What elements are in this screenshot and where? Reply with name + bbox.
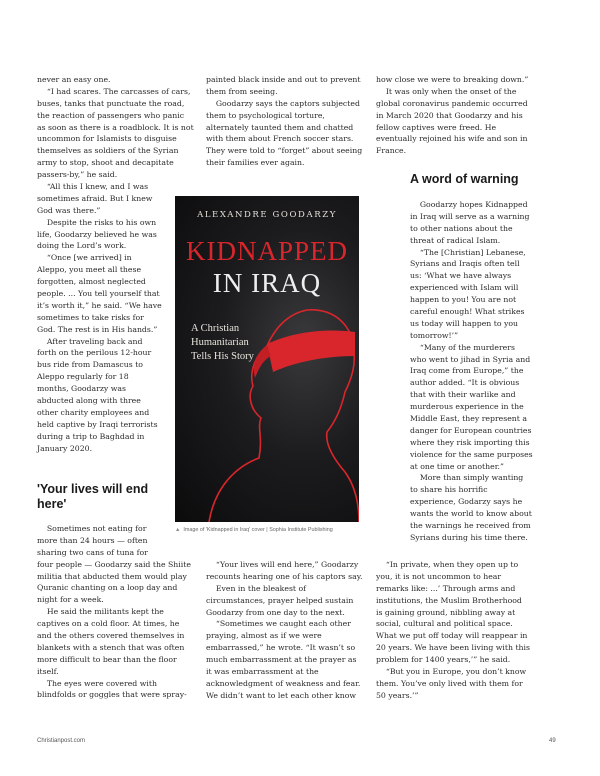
text-line: passers-by,” he said.	[37, 170, 118, 180]
caption-text: Image of 'Kidnapped in Iraq' cover | Sophia Institute Publishing	[183, 527, 333, 533]
text-line: God. The rest is in His hands.”	[37, 324, 158, 334]
text-line: 'Your lives will end	[37, 482, 149, 496]
text-line: acknowledgment of weakness and fear.	[206, 678, 361, 688]
text-line: wants the world to know about	[410, 509, 532, 519]
text-line: to other nations about the	[410, 223, 513, 233]
text-line: tomorrow!’”	[410, 330, 459, 340]
column3-bottom-text	[376, 559, 530, 702]
text-line: danger for European countries	[410, 425, 532, 435]
text-line: Goodarzy says the captors subjected	[206, 98, 360, 108]
text-line: institutions, the Muslim Brotherhood	[376, 595, 522, 605]
text-line: Middle East, they represent a	[410, 414, 527, 424]
text-line: “Many of the murderers	[410, 342, 515, 352]
text-line: violence for the same purposes	[410, 449, 533, 459]
text-line: forth on the perilous 12-hour	[37, 348, 152, 358]
text-line: happen to you! You are not	[410, 295, 517, 305]
text-line: blankets with a stench that was often	[37, 642, 185, 652]
text-line: more difficult to bear than the floor	[37, 654, 177, 664]
cover-subtitle-line: Tells His Story	[191, 351, 254, 362]
text-line: 20 years. We have been living with this	[376, 643, 531, 653]
text-line: life, Goodarzy believed he was	[37, 229, 157, 239]
heading-your-lives-will-end-here	[37, 482, 148, 512]
text-line: threat of radical Islam.	[410, 235, 501, 245]
text-line: alternately taunted them and chatted	[206, 122, 354, 132]
text-line: circumstances, prayer helped sustain	[206, 595, 354, 605]
text-line: sometimes to take risks for	[37, 312, 144, 322]
text-line: much embarrassment at the prayer as	[206, 655, 357, 665]
text-line: Quranic chanting on a loop day and	[37, 583, 178, 593]
text-line: how close we were to breaking down.”	[376, 75, 529, 84]
text-line: the warnings he received from	[410, 521, 531, 531]
text-line: Iraq come from Europe,” the	[410, 366, 524, 376]
text-line: “Once [we arrived] in	[37, 253, 132, 263]
text-line: it’s worth it,” he said. “We have	[37, 300, 162, 310]
text-line: “I had scares. The carcasses of cars,	[37, 86, 191, 96]
text-line: their families ever again.	[206, 158, 305, 168]
text-line: “Sometimes we caught each other	[206, 619, 351, 629]
text-line: Despite the risks to his own	[37, 217, 157, 227]
text-line: careful enough! What strikes	[410, 307, 525, 317]
column1-bottom-text	[37, 523, 191, 701]
cover-title-line2: IN IRAQ	[212, 268, 322, 298]
text-line: uncommon for Islamists to disguise	[37, 134, 177, 144]
text-line: army to stop, shoot and decapitate	[37, 158, 174, 168]
text-line: Syrians and Iraqis often tell	[410, 259, 520, 269]
heading-a-word-of-warning: A word of warning	[410, 172, 519, 186]
text-line: you, it is not uncommon to hear	[376, 571, 502, 581]
text-line: Goodarzy hopes Kidnapped	[410, 200, 528, 209]
text-line: to share his horrific	[410, 485, 488, 495]
cover-subtitle	[191, 322, 291, 364]
text-line: who went to jihad in Syria and	[410, 354, 531, 364]
text-line: bus ride from Damascus to	[37, 360, 143, 370]
text-line: during a trip to Baghdad in	[37, 431, 145, 441]
text-line: experienced with Islam will	[410, 283, 519, 293]
text-line: never an easy one.	[37, 75, 111, 84]
cover-author: ALEXANDRE GOODARZY	[197, 210, 337, 220]
text-line: It was only when the onset of the	[376, 86, 517, 96]
text-line: us: ‘What we have always	[410, 271, 512, 281]
text-line: social, cultural and political space.	[376, 619, 513, 629]
text-line: problem for 1400 years,’” he said.	[376, 655, 511, 665]
text-line: Aleppo regularly for 18	[37, 372, 129, 382]
text-line: global coronavirus pandemic occurred	[376, 98, 528, 108]
text-line: 50 years.’”	[376, 690, 419, 700]
text-line: them to psychological torture,	[206, 110, 325, 120]
text-line: He said the militants kept the	[37, 607, 164, 617]
text-line: us today will happen to you	[410, 318, 519, 328]
text-line: as soon as there is a roadblock. It is not	[37, 122, 194, 132]
footer-page-number: 49	[549, 738, 556, 744]
text-line: After traveling back and	[37, 336, 143, 346]
text-line: “The [Christian] Lebanese,	[410, 247, 526, 257]
text-line: “In private, when they open up to	[376, 560, 519, 569]
text-line: them from seeing.	[206, 86, 278, 96]
text-line: We didn’t want to let each other know	[206, 690, 357, 700]
text-line: that with their warlike and	[410, 390, 516, 400]
text-line: more than 24 hours — often	[37, 535, 148, 545]
text-line: sometimes afraid. But I knew	[37, 193, 153, 203]
footer-site: Christianpost.com	[37, 738, 86, 744]
text-line: painted black inside and out to prevent	[206, 75, 361, 84]
text-line: held captive by Iraqi terrorists	[37, 419, 158, 429]
text-line: here'	[37, 497, 67, 511]
text-line: in March 2020 that Goodarzy and his	[376, 110, 523, 120]
text-line: God was there.”	[37, 205, 101, 215]
text-line: recounts hearing one of his captors say.	[206, 571, 363, 581]
text-line: “Your lives will end here,” Goodarzy	[206, 560, 359, 569]
column2-top-text	[206, 74, 362, 169]
text-line: experience, Godarzy says he	[410, 497, 523, 507]
text-line: Syrians during his time there.	[410, 532, 528, 542]
text-line: January 2020.	[37, 443, 93, 453]
text-line: What we put off today will reappear in	[376, 631, 528, 641]
text-line: is gaining ground, nibbling away at	[376, 607, 516, 617]
text-line: Sometimes not eating for	[37, 524, 147, 533]
text-line: where they risk importing this	[410, 437, 530, 447]
text-line: author added. “It is obvious	[410, 378, 520, 388]
column2-bottom-text	[206, 559, 363, 702]
text-line: Even in the bleakest of	[206, 583, 307, 593]
text-line: itself.	[37, 666, 59, 676]
text-line: More than simply wanting	[410, 473, 524, 483]
text-line: buses, tanks that punctuate the road,	[37, 98, 185, 108]
text-line: with them about French soccer stars.	[206, 134, 354, 144]
text-line: it was embarrassment at the	[206, 667, 319, 677]
text-line: remarks like: ...’ Through arms and	[376, 583, 516, 593]
text-line: The eyes were covered with	[37, 678, 157, 688]
text-line: them. You’ve only lived with them for	[376, 678, 523, 688]
text-line: doing the Lord’s work.	[37, 241, 127, 251]
text-line: night for a week.	[37, 595, 104, 605]
text-line: France.	[376, 146, 407, 156]
text-line: abducted along with three	[37, 396, 141, 406]
cover-subtitle-line: A Christian	[191, 323, 240, 334]
text-line: people. ... You tell yourself that	[37, 289, 160, 299]
image-caption	[175, 527, 333, 533]
text-line: in Iraq will serve as a warning	[410, 211, 530, 221]
text-line: at one time or another.”	[410, 461, 504, 471]
text-line: eventually rejoined his wife and son in	[376, 134, 528, 144]
column3-top-text	[376, 74, 528, 157]
text-line: fellow captives were freed. He	[376, 122, 497, 132]
text-line: murderous experience in the	[410, 402, 524, 412]
text-line: “All this I knew, and I was	[37, 182, 149, 192]
text-line: captives on a cold floor. At times, he	[37, 619, 180, 629]
text-line: Aleppo, you meet all these	[37, 265, 142, 275]
text-line: embarrassed,” he wrote. “It wasn’t so	[206, 643, 356, 653]
column1-top-text	[37, 74, 194, 455]
text-line: sharing two cans of tuna for	[37, 547, 148, 557]
text-line: four people — Goodarzy said the Shiite	[37, 559, 191, 569]
text-line: other charity employees and	[37, 407, 150, 417]
text-line: the reaction of passengers who panic	[37, 110, 185, 120]
text-line: themselves as soldiers of the Syrian	[37, 146, 179, 156]
column3-mid-text	[410, 199, 533, 544]
text-line: and the others covered themselves in	[37, 631, 185, 641]
caption-triangle-icon: ▲	[175, 527, 181, 533]
cover-title-line1: KIDNAPPED	[185, 236, 348, 266]
text-line: forgotten, almost neglected	[37, 277, 146, 287]
book-cover-image	[175, 196, 359, 522]
text-line: militia that abducted them would play	[37, 571, 187, 581]
cover-subtitle-line: Humanitarian	[191, 337, 249, 348]
text-line: months, Goodarzy was	[37, 384, 126, 394]
text-line: blindfolds or goggles that were spray-	[37, 690, 187, 700]
text-line: “But you in Europe, you don’t know	[376, 667, 527, 677]
text-line: Goodarzy from one day to the next.	[206, 607, 345, 617]
text-line: They were told to “forget” about seeing	[206, 146, 363, 156]
text-line: praying, almost as if we were	[206, 631, 322, 641]
